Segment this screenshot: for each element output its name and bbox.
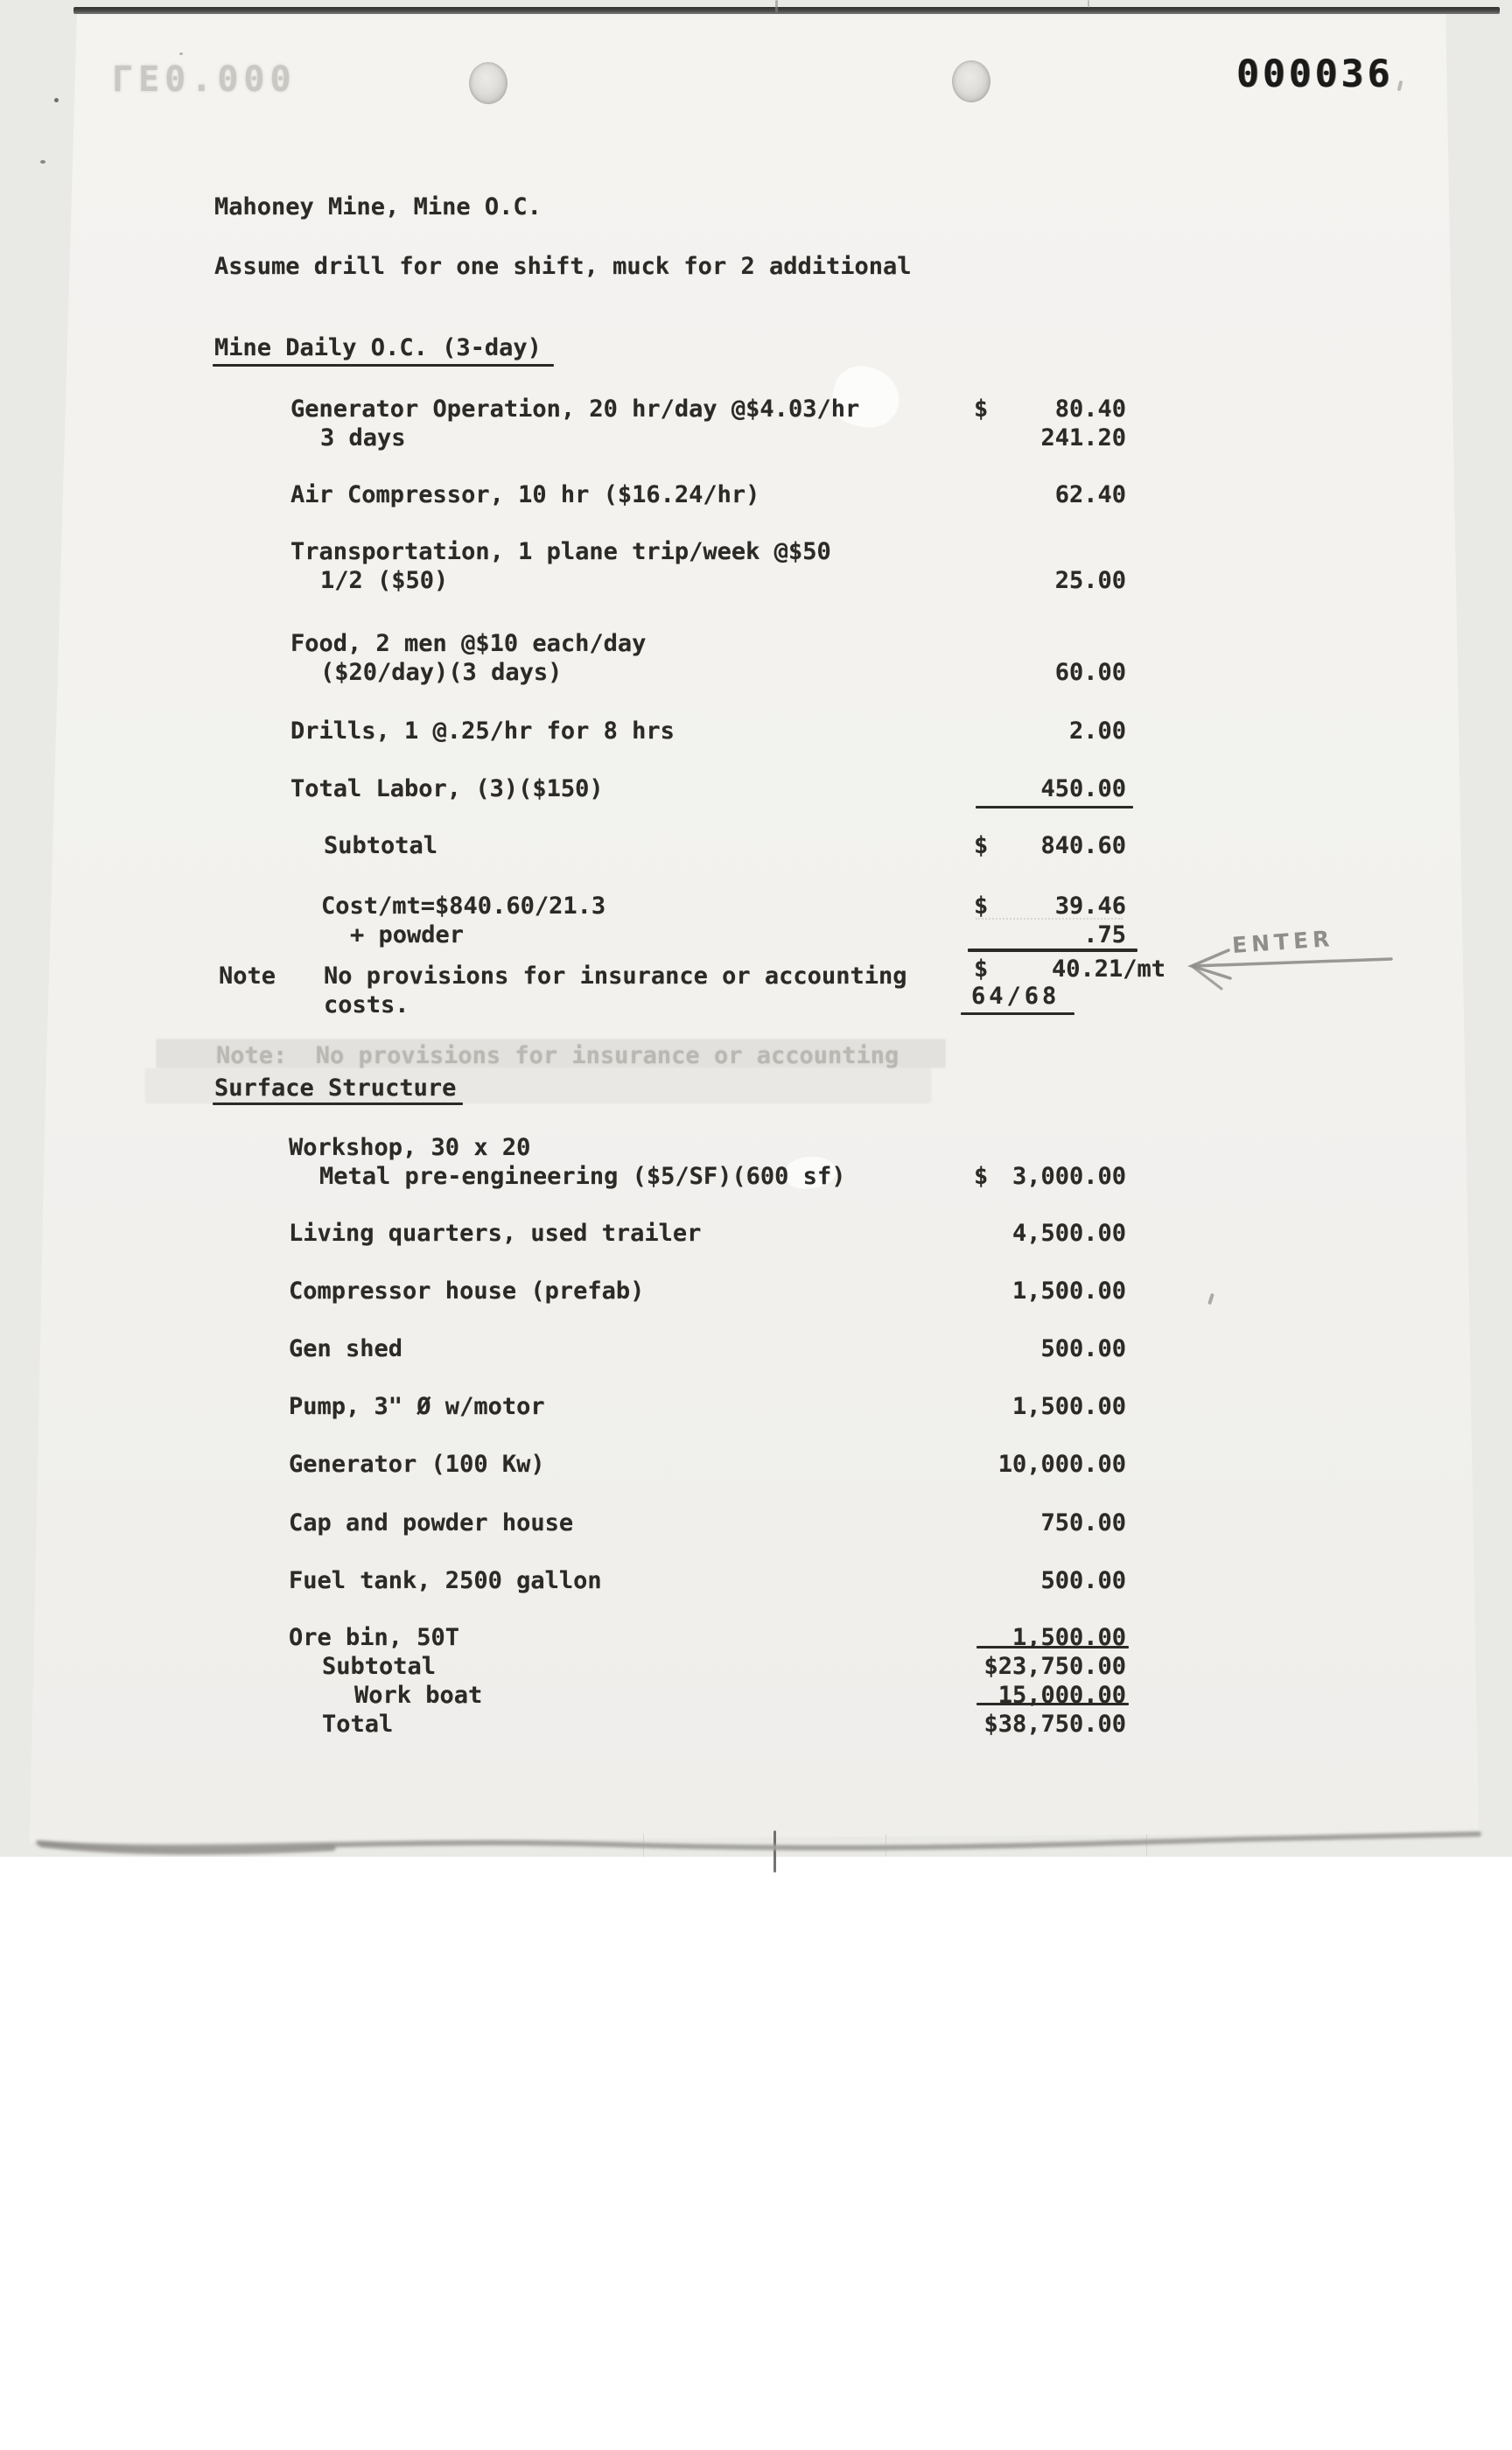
row-label: 3 days [320,424,406,452]
amount-value: $38,750.00 [984,1711,1126,1738]
row-label: Food, 2 men @$10 each/day [290,630,647,657]
dollar-sign: $ [974,396,989,423]
dollar-sign: $ [974,832,989,859]
heading-underline [213,364,554,367]
speck [54,98,59,102]
row-label: Drills, 1 @.25/hr for 8 hrs [290,718,675,745]
section-heading-mine-daily: Mine Daily O.C. (3-day) [214,334,542,361]
row-label: Living quarters, used trailer [289,1220,702,1247]
row-label: Fuel tank, 2500 gallon [289,1567,602,1594]
amount-value: 241.20 [1040,424,1126,452]
amount-value: 25.00 [1054,567,1126,594]
amount-value: 10,000.00 [998,1451,1126,1478]
row-label: Generator (100 Kw) [289,1451,545,1478]
speck [40,160,46,164]
row-label: Subtotal [322,1653,437,1680]
amount-value: 1,500.00 [1012,1393,1126,1420]
amount-value: 750.00 [1040,1509,1126,1536]
row-label: Cap and powder house [289,1509,574,1536]
amount-value: 1,500.00 [1012,1278,1126,1305]
paper-bottom-shadow [0,1811,1512,1872]
row-label: Total Labor, (3)($150) [290,775,604,802]
assumption-line: Assume drill for one shift, muck for 2 additional [214,253,912,280]
fraction-underline [961,1012,1074,1015]
speck [179,52,183,55]
dollar-sign: $ [974,892,989,920]
amount-value: 62.40 [1054,481,1126,508]
dollar-sign: $ [974,1163,989,1190]
fold-tick [775,0,778,12]
amount-value: 80.40 [1054,396,1126,423]
row-label: + powder [350,921,465,948]
row-label: Subtotal [324,832,438,859]
row-label: Transportation, 1 plane trip/week @$50 [290,538,831,565]
row-label: Generator Operation, 20 hr/day @$4.03/hr [290,396,860,423]
amount-value: 3,000.00 [1012,1163,1126,1190]
section-heading-surface-structure: Surface Structure [214,1074,457,1102]
scan-top-edge [74,7,1500,14]
row-label: Pump, 3" Ø w/motor [289,1393,545,1420]
cost-per-mt-value: 40.21/mt [1052,956,1166,983]
row-label: Work boat [354,1682,483,1709]
row-label: Compressor house (prefab) [289,1278,645,1305]
document-title: Mahoney Mine, Mine O.C. [214,193,542,220]
ghost-note-text: Note: No provisions for insurance or accounting [216,1042,900,1069]
heading-underline [213,1102,463,1105]
amount-value: 2.00 [1068,718,1126,745]
amount-value: 500.00 [1040,1335,1126,1362]
amount-value: 39.46 [1054,892,1126,920]
row-label: Ore bin, 50T [289,1624,460,1651]
row-label: Gen shed [289,1335,403,1362]
hole-punch-right [952,60,990,102]
note-text: costs. [324,991,410,1018]
row-label: Total [322,1711,394,1738]
amount-value: .75 [1083,921,1126,948]
row-label: ($20/day)(3 days) [320,659,563,686]
row-label: 1/2 ($50) [320,567,449,594]
amount-value: 4,500.00 [1012,1220,1126,1247]
amount-value: 1,500.00 [1012,1624,1126,1651]
sum-rule [968,948,1138,952]
amount-value: 60.00 [1054,659,1126,686]
pencil-enter-annotation: ENTER [1231,925,1335,959]
row-label: Workshop, 30 x 20 [289,1134,531,1161]
fraction-value: 64/68 [971,983,1060,1010]
dollar-sign: $ [974,956,989,983]
page-stamp-number: 000036 [1236,52,1394,96]
amount-value: 500.00 [1040,1567,1126,1594]
row-label: Metal pre-engineering ($5/SF)(600 sf) [319,1163,846,1190]
note-text: No provisions for insurance or accounting [324,962,907,990]
hole-punch-left [469,62,508,104]
row-label: Cost/mt=$840.60/21.3 [321,892,606,920]
row-label: Air Compressor, 10 hr ($16.24/hr) [290,481,760,508]
amount-value: 15,000.00 [998,1682,1126,1709]
amount-value: $23,750.00 [984,1653,1126,1680]
bleed-through-stamp: ΓΕ0.000 [112,60,297,100]
amount-value: 450.00 [1040,775,1126,802]
fold-tick [1088,0,1089,8]
total-rule [976,806,1133,808]
note-label: Note [219,962,276,990]
amount-value: 840.60 [1040,832,1126,859]
